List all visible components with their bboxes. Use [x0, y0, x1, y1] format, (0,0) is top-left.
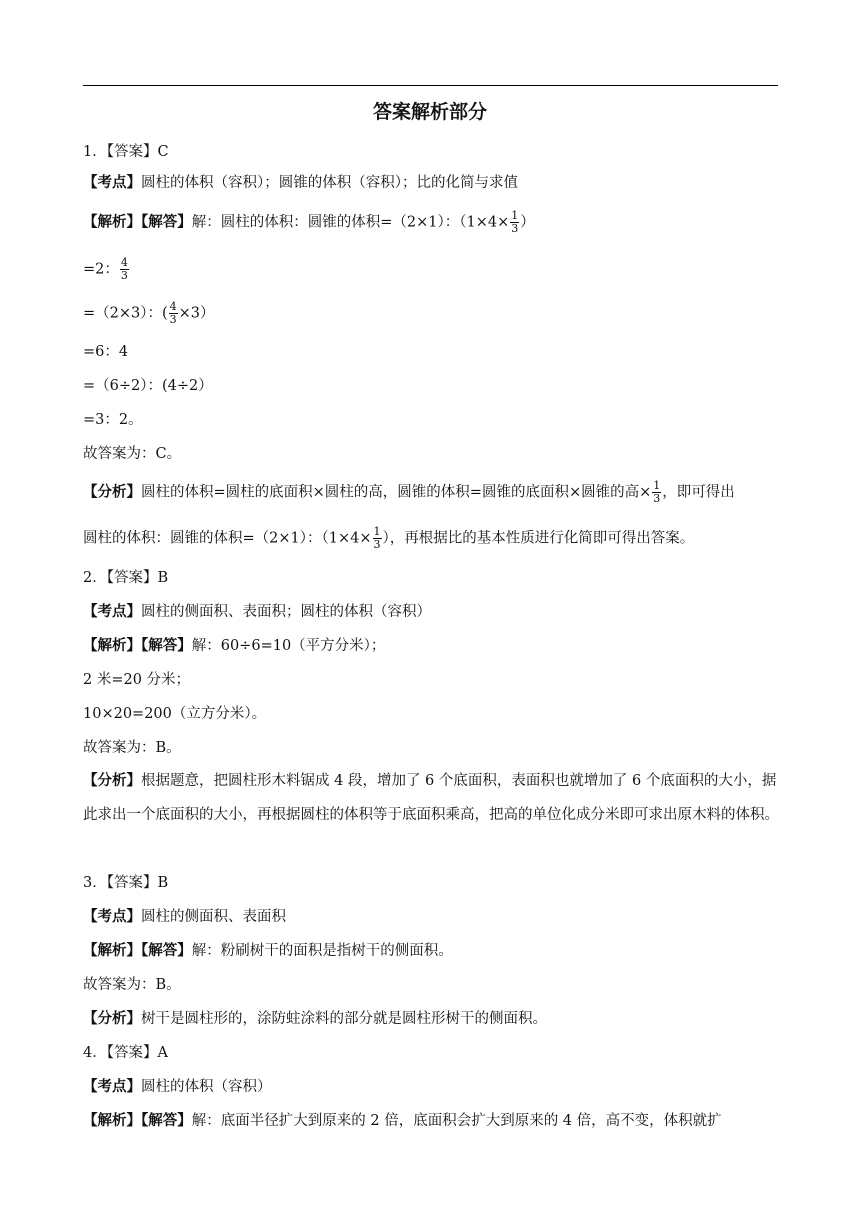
q1-step3: =6：4	[83, 344, 129, 360]
q2-fenxi: 【分析】根据题意，把圆柱形木料锯成 4 段，增加了 6 个底面积，表面积也就增加了 6 个底面积的大小，据此求出一个底面积的大小，再根据圆柱的体积等于底面积乘高，把高的单位化成分米即可求出原木料的体积。	[83, 772, 779, 823]
q3-final: 故答案为：B。	[83, 977, 181, 993]
fraction: $\frac{4}{3}$	[169, 300, 177, 326]
kaodian-text: 圆柱的体积（容积）；圆锥的体积（容积）；比的化简与求值	[141, 175, 518, 191]
q4-jiexi: 【解析】【解答】解：底面半径扩大到原来的 2 倍，底面积会扩大到原来的 4 倍，高不变，体积就扩	[83, 1112, 722, 1129]
q3-jiexi: 【解析】【解答】解：粉刷树干的面积是指树干的侧面积。	[83, 942, 453, 959]
header-rule	[83, 85, 778, 86]
fenxi-tag: 【分析】	[83, 483, 141, 501]
q1-final: 故答案为：C。	[83, 446, 182, 462]
q1-kaodian	[83, 172, 783, 194]
q2-jiexi: 【解析】【解答】解：60÷6=10（平方分米）；	[83, 637, 386, 654]
q1-jiexi: 【解析】【解答】解：圆柱的体积：圆锥的体积=（2×1）：（1×4× $\frac{1}{3}$ ）	[83, 209, 535, 235]
fenxi-tag: 【分析】	[83, 1010, 141, 1027]
fraction: $\frac{1}{3}$	[653, 479, 661, 505]
fraction: $\frac{4}{3}$	[120, 256, 128, 282]
kaodian-tag: 【考点】	[83, 174, 141, 191]
kaodian-tag: 【考点】	[83, 1078, 141, 1095]
jiexi-tag: 【解析】【解答】	[83, 213, 192, 231]
q4-answer: 4．【答案】A	[83, 1045, 168, 1061]
q1-fenxi-line2: 圆柱的体积：圆锥的体积=（2×1）：（1×4× $\frac{1}{3}$ ），再根据比的基本性质进行化简即可得出答案。	[83, 525, 695, 551]
jiexi-tag: 【解析】【解答】	[83, 637, 192, 654]
q1-fenxi-line1: 【分析】圆柱的体积=圆柱的底面积×圆柱的高，圆锥的体积=圆锥的底面积×圆锥的高× $\frac{1}{3}$ ，即可得出	[83, 479, 735, 505]
q2-answer: 2．【答案】B	[83, 570, 169, 586]
q3-kaodian: 【考点】圆柱的侧面积、表面积	[83, 908, 286, 925]
fenxi-tag: 【分析】	[83, 772, 141, 789]
jiexi-tag: 【解析】【解答】	[83, 1112, 192, 1129]
q2-kaodian: 【考点】圆柱的侧面积、表面积；圆柱的体积（容积）	[83, 603, 431, 620]
q1-step4: =（6÷2）：(4÷2）	[83, 378, 213, 394]
q2-step1: 2 米=20 分米；	[83, 672, 191, 688]
q3-answer: 3．【答案】B	[83, 875, 169, 891]
q2-step2: 10×20=200（立方分米）。	[83, 706, 267, 722]
q1-step1: =2： $\frac{4}{3}$	[83, 256, 128, 282]
q1-answer: 1．【答案】C	[83, 144, 169, 160]
fraction: $\frac{1}{3}$	[511, 209, 519, 235]
kaodian-tag: 【考点】	[83, 908, 141, 925]
q2-final: 故答案为：B。	[83, 740, 181, 756]
q1-step2: =（2×3）：( $\frac{4}{3}$ ×3）	[83, 300, 215, 326]
jiexi-tag: 【解析】【解答】	[83, 942, 192, 959]
q3-fenxi: 【分析】树干是圆柱形的，涂防蛀涂料的部分就是圆柱形树干的侧面积。	[83, 1010, 547, 1027]
fraction: $\frac{1}{3}$	[373, 525, 381, 551]
jiexi-text: 解：圆柱的体积：圆锥的体积=（2×1）：（1×4×	[191, 214, 510, 231]
q4-kaodian: 【考点】圆柱的体积（容积）	[83, 1078, 272, 1095]
kaodian-tag: 【考点】	[83, 603, 141, 620]
page-title: 答案解析部分	[372, 101, 487, 123]
q1-step5: =3：2。	[83, 412, 143, 428]
